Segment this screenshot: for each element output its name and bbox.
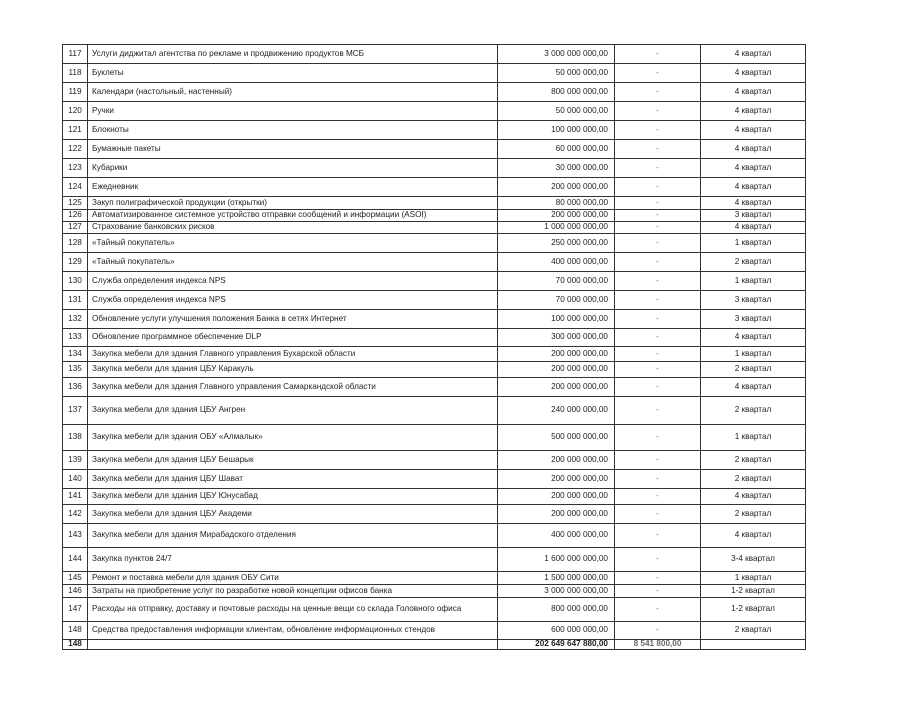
row-col2: - xyxy=(615,598,701,622)
row-quarter: 4 квартал xyxy=(701,121,806,140)
row-name: Закупка мебели для здания ЦБУ Каракуль xyxy=(88,362,498,378)
table-row xyxy=(63,397,806,425)
row-col2: - xyxy=(615,291,701,310)
row-number: 144 xyxy=(63,548,88,572)
row-number: 143 xyxy=(63,524,88,548)
row-amount: 200 000 000,00 xyxy=(498,362,615,378)
row-number: 127 xyxy=(63,222,88,234)
row-col2: - xyxy=(615,622,701,640)
row-name: Закуп полиграфической продукции (открытки) xyxy=(88,197,498,210)
row-amount: 1 600 000 000,00 xyxy=(498,548,615,572)
row-quarter: 2 квартал xyxy=(701,470,806,489)
row-number: 140 xyxy=(63,470,88,489)
row-quarter: 1 квартал xyxy=(701,234,806,253)
row-col2: - xyxy=(615,197,701,210)
row-name: Средства предоставления информации клиентам, обновление информационных стендов xyxy=(88,622,498,640)
row-name: Ручки xyxy=(88,102,498,121)
row-col2: - xyxy=(615,222,701,234)
row-number: 136 xyxy=(63,378,88,397)
row-name: Кубарики xyxy=(88,159,498,178)
row-quarter: 1 квартал xyxy=(701,272,806,291)
total-amount: 202 649 647 880,00 xyxy=(498,640,615,650)
row-col2: - xyxy=(615,329,701,347)
row-amount: 100 000 000,00 xyxy=(498,121,615,140)
row-number: 135 xyxy=(63,362,88,378)
table-row xyxy=(63,524,806,548)
total-quarter xyxy=(701,640,806,650)
table-row xyxy=(63,140,806,159)
table-row xyxy=(63,585,806,598)
row-quarter: 4 квартал xyxy=(701,102,806,121)
row-name: Закупка пунктов 24/7 xyxy=(88,548,498,572)
row-quarter: 2 квартал xyxy=(701,253,806,272)
row-col2: - xyxy=(615,489,701,505)
row-quarter: 1-2 квартал xyxy=(701,598,806,622)
row-name: Автоматизированное системное устройство отправки сообщений и информации (ASOI) xyxy=(88,210,498,222)
row-amount: 100 000 000,00 xyxy=(498,310,615,329)
row-col2: - xyxy=(615,140,701,159)
row-quarter: 1-2 квартал xyxy=(701,585,806,598)
row-quarter: 3 квартал xyxy=(701,310,806,329)
row-name: Закупка мебели для здания ЦБУ Шават xyxy=(88,470,498,489)
table-row xyxy=(63,572,806,585)
row-number: 126 xyxy=(63,210,88,222)
row-name: Служба определения индекса NPS xyxy=(88,272,498,291)
row-amount: 70 000 000,00 xyxy=(498,291,615,310)
row-name: Закупка мебели для здания ЦБУ Академи xyxy=(88,505,498,524)
table-row xyxy=(63,548,806,572)
row-name: Закупка мебели для здания Главного управления Бухарской области xyxy=(88,347,498,362)
row-number: 139 xyxy=(63,451,88,470)
row-name: Услуги диджитал агентства по рекламе и продвижению продуктов МСБ xyxy=(88,45,498,64)
row-name: Закупка мебели для здания Главного управления Самаркандской области xyxy=(88,378,498,397)
row-amount: 50 000 000,00 xyxy=(498,102,615,121)
row-col2: - xyxy=(615,45,701,64)
table-row xyxy=(63,234,806,253)
row-quarter: 4 квартал xyxy=(701,524,806,548)
table-row xyxy=(63,378,806,397)
row-number: 120 xyxy=(63,102,88,121)
row-col2: - xyxy=(615,378,701,397)
table-row xyxy=(63,451,806,470)
row-quarter: 1 квартал xyxy=(701,425,806,451)
row-quarter: 4 квартал xyxy=(701,222,806,234)
row-col2: - xyxy=(615,272,701,291)
row-name: Закупка мебели для здания ЦБУ Юнусабад xyxy=(88,489,498,505)
row-number: 133 xyxy=(63,329,88,347)
row-col2: - xyxy=(615,234,701,253)
row-name: Календари (настольный, настенный) xyxy=(88,83,498,102)
row-amount: 200 000 000,00 xyxy=(498,505,615,524)
row-amount: 60 000 000,00 xyxy=(498,140,615,159)
row-amount: 200 000 000,00 xyxy=(498,178,615,197)
row-quarter: 2 квартал xyxy=(701,362,806,378)
table-row xyxy=(63,64,806,83)
row-amount: 400 000 000,00 xyxy=(498,253,615,272)
row-name: «Тайный покупатель» xyxy=(88,234,498,253)
row-amount: 240 000 000,00 xyxy=(498,397,615,425)
table-row xyxy=(63,178,806,197)
row-name: Обновление услуги улучшения положения Банка в сетях Интернет xyxy=(88,310,498,329)
row-col2: - xyxy=(615,178,701,197)
table-row xyxy=(63,310,806,329)
row-amount: 70 000 000,00 xyxy=(498,272,615,291)
row-number: 117 xyxy=(63,45,88,64)
row-col2: - xyxy=(615,425,701,451)
row-quarter: 4 квартал xyxy=(701,45,806,64)
row-number: 122 xyxy=(63,140,88,159)
row-quarter: 4 квартал xyxy=(701,64,806,83)
row-number: 119 xyxy=(63,83,88,102)
table-row xyxy=(63,197,806,210)
row-col2: - xyxy=(615,451,701,470)
row-number: 141 xyxy=(63,489,88,505)
table-row xyxy=(63,253,806,272)
row-amount: 3 000 000 000,00 xyxy=(498,45,615,64)
row-amount: 80 000 000,00 xyxy=(498,197,615,210)
table-row xyxy=(63,329,806,347)
table-row xyxy=(63,272,806,291)
row-amount: 400 000 000,00 xyxy=(498,524,615,548)
row-col2: - xyxy=(615,64,701,83)
table-row xyxy=(63,83,806,102)
row-quarter: 2 квартал xyxy=(701,622,806,640)
row-amount: 1 500 000 000,00 xyxy=(498,572,615,585)
row-quarter: 4 квартал xyxy=(701,83,806,102)
table-row xyxy=(63,210,806,222)
row-name: Служба определения индекса NPS xyxy=(88,291,498,310)
row-amount: 200 000 000,00 xyxy=(498,489,615,505)
row-name: Обновление программное обеспечение DLP xyxy=(88,329,498,347)
row-number: 146 xyxy=(63,585,88,598)
table-row xyxy=(63,489,806,505)
row-amount: 250 000 000,00 xyxy=(498,234,615,253)
table-row xyxy=(63,159,806,178)
table-row xyxy=(63,425,806,451)
total-col2: 8 541 800,00 xyxy=(615,640,701,650)
row-col2: - xyxy=(615,347,701,362)
row-number: 121 xyxy=(63,121,88,140)
row-number: 145 xyxy=(63,572,88,585)
row-quarter: 1 квартал xyxy=(701,572,806,585)
row-quarter: 2 квартал xyxy=(701,397,806,425)
row-name: Закупка мебели для здания ЦБУ Бешарык xyxy=(88,451,498,470)
row-number: 130 xyxy=(63,272,88,291)
table-row xyxy=(63,505,806,524)
row-col2: - xyxy=(615,585,701,598)
row-name: Закупка мебели для здания Мирабадского отделения xyxy=(88,524,498,548)
row-quarter: 4 квартал xyxy=(701,378,806,397)
table-row xyxy=(63,222,806,234)
row-name: Закупка мебели для здания ОБУ «Алмалык» xyxy=(88,425,498,451)
row-number: 148 xyxy=(63,622,88,640)
row-number: 134 xyxy=(63,347,88,362)
row-col2: - xyxy=(615,524,701,548)
row-amount: 3 000 000 000,00 xyxy=(498,585,615,598)
row-number: 124 xyxy=(63,178,88,197)
row-number: 137 xyxy=(63,397,88,425)
row-quarter: 4 квартал xyxy=(701,329,806,347)
row-quarter: 3 квартал xyxy=(701,291,806,310)
row-amount: 200 000 000,00 xyxy=(498,378,615,397)
row-amount: 200 000 000,00 xyxy=(498,347,615,362)
row-col2: - xyxy=(615,397,701,425)
row-col2: - xyxy=(615,572,701,585)
row-amount: 200 000 000,00 xyxy=(498,451,615,470)
row-col2: - xyxy=(615,159,701,178)
row-quarter: 1 квартал xyxy=(701,347,806,362)
total-row xyxy=(63,640,806,650)
row-col2: - xyxy=(615,310,701,329)
row-number: 138 xyxy=(63,425,88,451)
row-name: Расходы на отправку, доставку и почтовые расходы на ценные вещи со склада Головного офиса xyxy=(88,598,498,622)
row-col2: - xyxy=(615,121,701,140)
row-amount: 200 000 000,00 xyxy=(498,470,615,489)
table-row xyxy=(63,470,806,489)
row-number: 131 xyxy=(63,291,88,310)
row-number: 128 xyxy=(63,234,88,253)
row-col2: - xyxy=(615,362,701,378)
row-amount: 30 000 000,00 xyxy=(498,159,615,178)
table-row xyxy=(63,362,806,378)
row-name: Ремонт и поставка мебели для здания ОБУ Сити xyxy=(88,572,498,585)
row-name: Буклеты xyxy=(88,64,498,83)
row-amount: 300 000 000,00 xyxy=(498,329,615,347)
row-quarter: 3 квартал xyxy=(701,210,806,222)
row-quarter: 2 квартал xyxy=(701,451,806,470)
row-quarter: 4 квартал xyxy=(701,178,806,197)
row-col2: - xyxy=(615,470,701,489)
row-quarter: 4 квартал xyxy=(701,140,806,159)
row-number: 118 xyxy=(63,64,88,83)
row-number: 125 xyxy=(63,197,88,210)
row-amount: 600 000 000,00 xyxy=(498,622,615,640)
row-col2: - xyxy=(615,505,701,524)
row-col2: - xyxy=(615,548,701,572)
table-row xyxy=(63,45,806,64)
table-row xyxy=(63,622,806,640)
row-name: Страхование банковских рисков xyxy=(88,222,498,234)
row-number: 123 xyxy=(63,159,88,178)
table-row xyxy=(63,102,806,121)
table-row xyxy=(63,121,806,140)
total-number: 148 xyxy=(63,640,88,650)
row-col2: - xyxy=(615,102,701,121)
row-amount: 50 000 000,00 xyxy=(498,64,615,83)
row-name: Закупка мебели для здания ЦБУ Ангрен xyxy=(88,397,498,425)
row-name: Ежедневник xyxy=(88,178,498,197)
table-body xyxy=(63,45,806,650)
row-amount: 500 000 000,00 xyxy=(498,425,615,451)
row-amount: 1 000 000 000,00 xyxy=(498,222,615,234)
row-number: 129 xyxy=(63,253,88,272)
row-quarter: 4 квартал xyxy=(701,197,806,210)
row-amount: 800 000 000,00 xyxy=(498,83,615,102)
row-quarter: 3-4 квартал xyxy=(701,548,806,572)
row-quarter: 4 квартал xyxy=(701,159,806,178)
row-col2: - xyxy=(615,253,701,272)
row-amount: 800 000 000,00 xyxy=(498,598,615,622)
procurement-table xyxy=(62,44,806,650)
row-name: Бумажные пакеты xyxy=(88,140,498,159)
table-row xyxy=(63,347,806,362)
row-col2: - xyxy=(615,83,701,102)
row-col2: - xyxy=(615,210,701,222)
row-name: Затраты на приобретение услуг по разработке новой концепции офисов банка xyxy=(88,585,498,598)
table-row xyxy=(63,598,806,622)
row-number: 147 xyxy=(63,598,88,622)
table-row xyxy=(63,291,806,310)
row-quarter: 2 квартал xyxy=(701,505,806,524)
row-number: 132 xyxy=(63,310,88,329)
row-quarter: 4 квартал xyxy=(701,489,806,505)
row-name: «Тайный покупатель» xyxy=(88,253,498,272)
row-number: 142 xyxy=(63,505,88,524)
row-amount: 200 000 000,00 xyxy=(498,210,615,222)
row-name: Блокноты xyxy=(88,121,498,140)
total-name xyxy=(88,640,498,650)
